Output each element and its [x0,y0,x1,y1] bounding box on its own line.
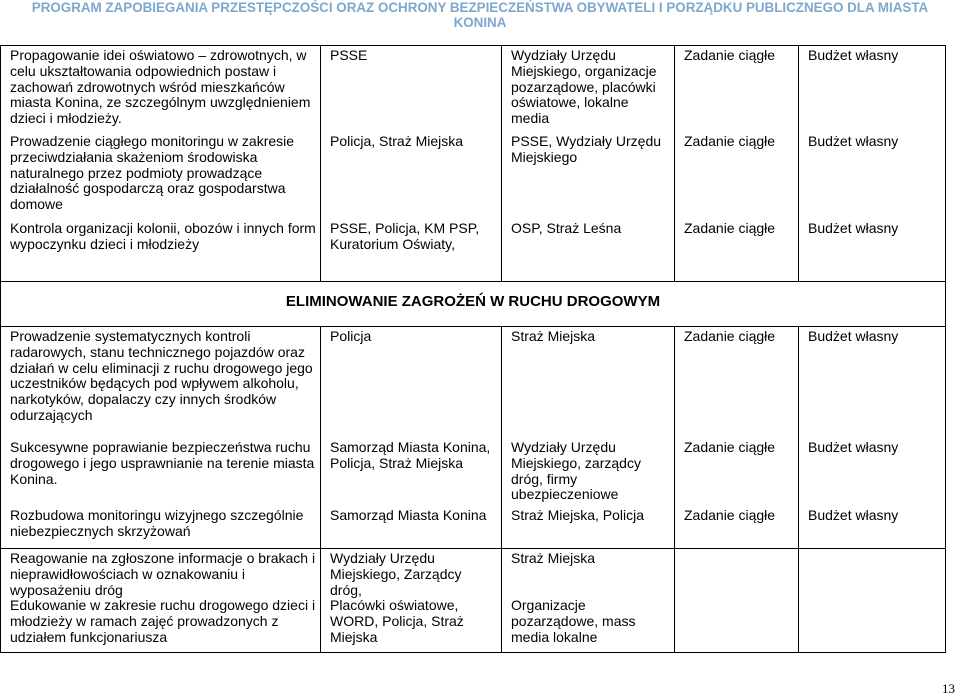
page-number: 13 [942,681,955,696]
action-text: Edukowanie w zakresie ruchu drogowego dzieci i młodzieży w ramach zajęć prowadzonych z udziałem funkcjonariusza [10,597,316,645]
responsible-cell [321,549,502,653]
action-text: Rozbudowa monitoringu wizyjnego szczególnie niebezpiecznych skrzyżowań [10,507,304,539]
header-line-2: KONINA [453,15,507,30]
partners-cell [502,327,675,549]
action-text: Reagowanie na zgłoszone informacje o brakach i nieprawidłowościach w oznakowaniu i wyposażeniu dróg [10,550,316,598]
actions-cell [1,46,321,282]
action-text: Prowadzenie systematycznych kontroli radarowych, stanu technicznego pojazdów oraz działań w celu eliminacji z ruchu drogowego jego uczestników będących pod wpływem alkoholu, narkotyków, dopalaczy czy innych środków odurzających [10,328,313,423]
actions-cell [1,327,321,549]
document-header [0,0,960,30]
funding-text: Budżet własny [808,439,899,455]
responsible-text: Samorząd Miasta Konina [330,507,487,523]
responsible-text: PSSE, Policja, KM PSP, Kuratorium Oświaty, [330,220,480,252]
responsible-cell [321,327,502,549]
partners-cell [502,549,675,653]
term-text: Zadanie ciągłe [684,507,776,523]
term-cell [675,327,799,549]
actions-cell [1,549,321,653]
partners-text: Straż Miejska, Policja [511,507,645,523]
responsible-text: Wydziały Urzędu Miejskiego, Zarządcy dróg, [330,550,462,598]
section-title: ELIMINOWANIE ZAGROŻEŃ W RUCHU DROGOWYM [1,282,946,327]
partners-text: Straż Miejska [511,328,596,344]
responsible-cell [321,46,502,282]
responsible-text: Samorząd Miasta Konina, Policja, Straż Miejska [330,439,491,471]
responsible-text: PSSE [330,47,368,63]
table-row [1,46,946,282]
term-text: Zadanie ciągłe [684,47,776,63]
term-cell [675,549,799,653]
header-line-1: PROGRAM ZAPOBIEGANIA PRZESTĘPCZOŚCI ORAZ OCHRONY BEZPIECZEŃSTWA OBYWATELI I PORZĄDKU PUBLICZNEGO DLA MIASTA [31,0,929,15]
responsible-text: Policja, Straż Miejska [330,133,464,149]
table-row [1,549,946,653]
partners-text: Wydziały Urzędu Miejskiego, zarządcy dróg, firmy ubezpieczeniowe [511,439,641,503]
action-text: Kontrola organizacji kolonii, obozów i innych form wypoczynku dzieci i młodzieży [10,220,316,252]
action-text: Propagowanie idei oświatowo – zdrowotnych, w celu ukształtowania odpowiednich postaw i zachowań zdrowotnych wśród mieszkańców miasta Konina, ze szczególnym uwzględnieniem dzieci i młodzieży. [10,47,311,127]
funding-cell [799,327,946,549]
funding-text: Budżet własny [808,220,899,236]
term-text: Zadanie ciągłe [684,133,776,149]
funding-text: Budżet własny [808,328,899,344]
section-row [1,282,946,327]
partners-text: Organizacje pozarządowe, mass media lokalne [511,597,636,645]
funding-cell [799,549,946,653]
partners-text: OSP, Straż Leśna [511,220,622,236]
responsible-text: Policja [330,328,372,344]
funding-text: Budżet własny [808,507,899,523]
partners-text: PSSE, Wydziały Urzędu Miejskiego [511,133,662,165]
partners-cell [502,46,675,282]
term-text: Zadanie ciągłe [684,328,776,344]
action-text: Sukcesywne poprawianie bezpieczeństwa ruchu drogowego i jego usprawnianie na terenie miasta Konina. [10,439,315,487]
responsible-text: Placówki oświatowe, WORD, Policja, Straż Miejska [330,597,464,645]
term-text: Zadanie ciągłe [684,220,776,236]
term-text: Zadanie ciągłe [684,439,776,455]
funding-cell [799,46,946,282]
action-text: Prowadzenie ciągłego monitoringu w zakresie przeciwdziałania skażeniom środowiska naturalnego przez podmioty prowadzące działalność gospodarczą oraz gospodarstwa domowe [10,133,295,213]
funding-text: Budżet własny [808,133,899,149]
partners-text: Wydziały Urzędu Miejskiego, organizacje pozarządowe, placówki oświatowe, lokalne media [511,47,657,127]
program-table [0,45,946,653]
table-row [1,327,946,549]
funding-text: Budżet własny [808,47,899,63]
term-cell [675,46,799,282]
partners-text: Straż Miejska [511,550,596,566]
